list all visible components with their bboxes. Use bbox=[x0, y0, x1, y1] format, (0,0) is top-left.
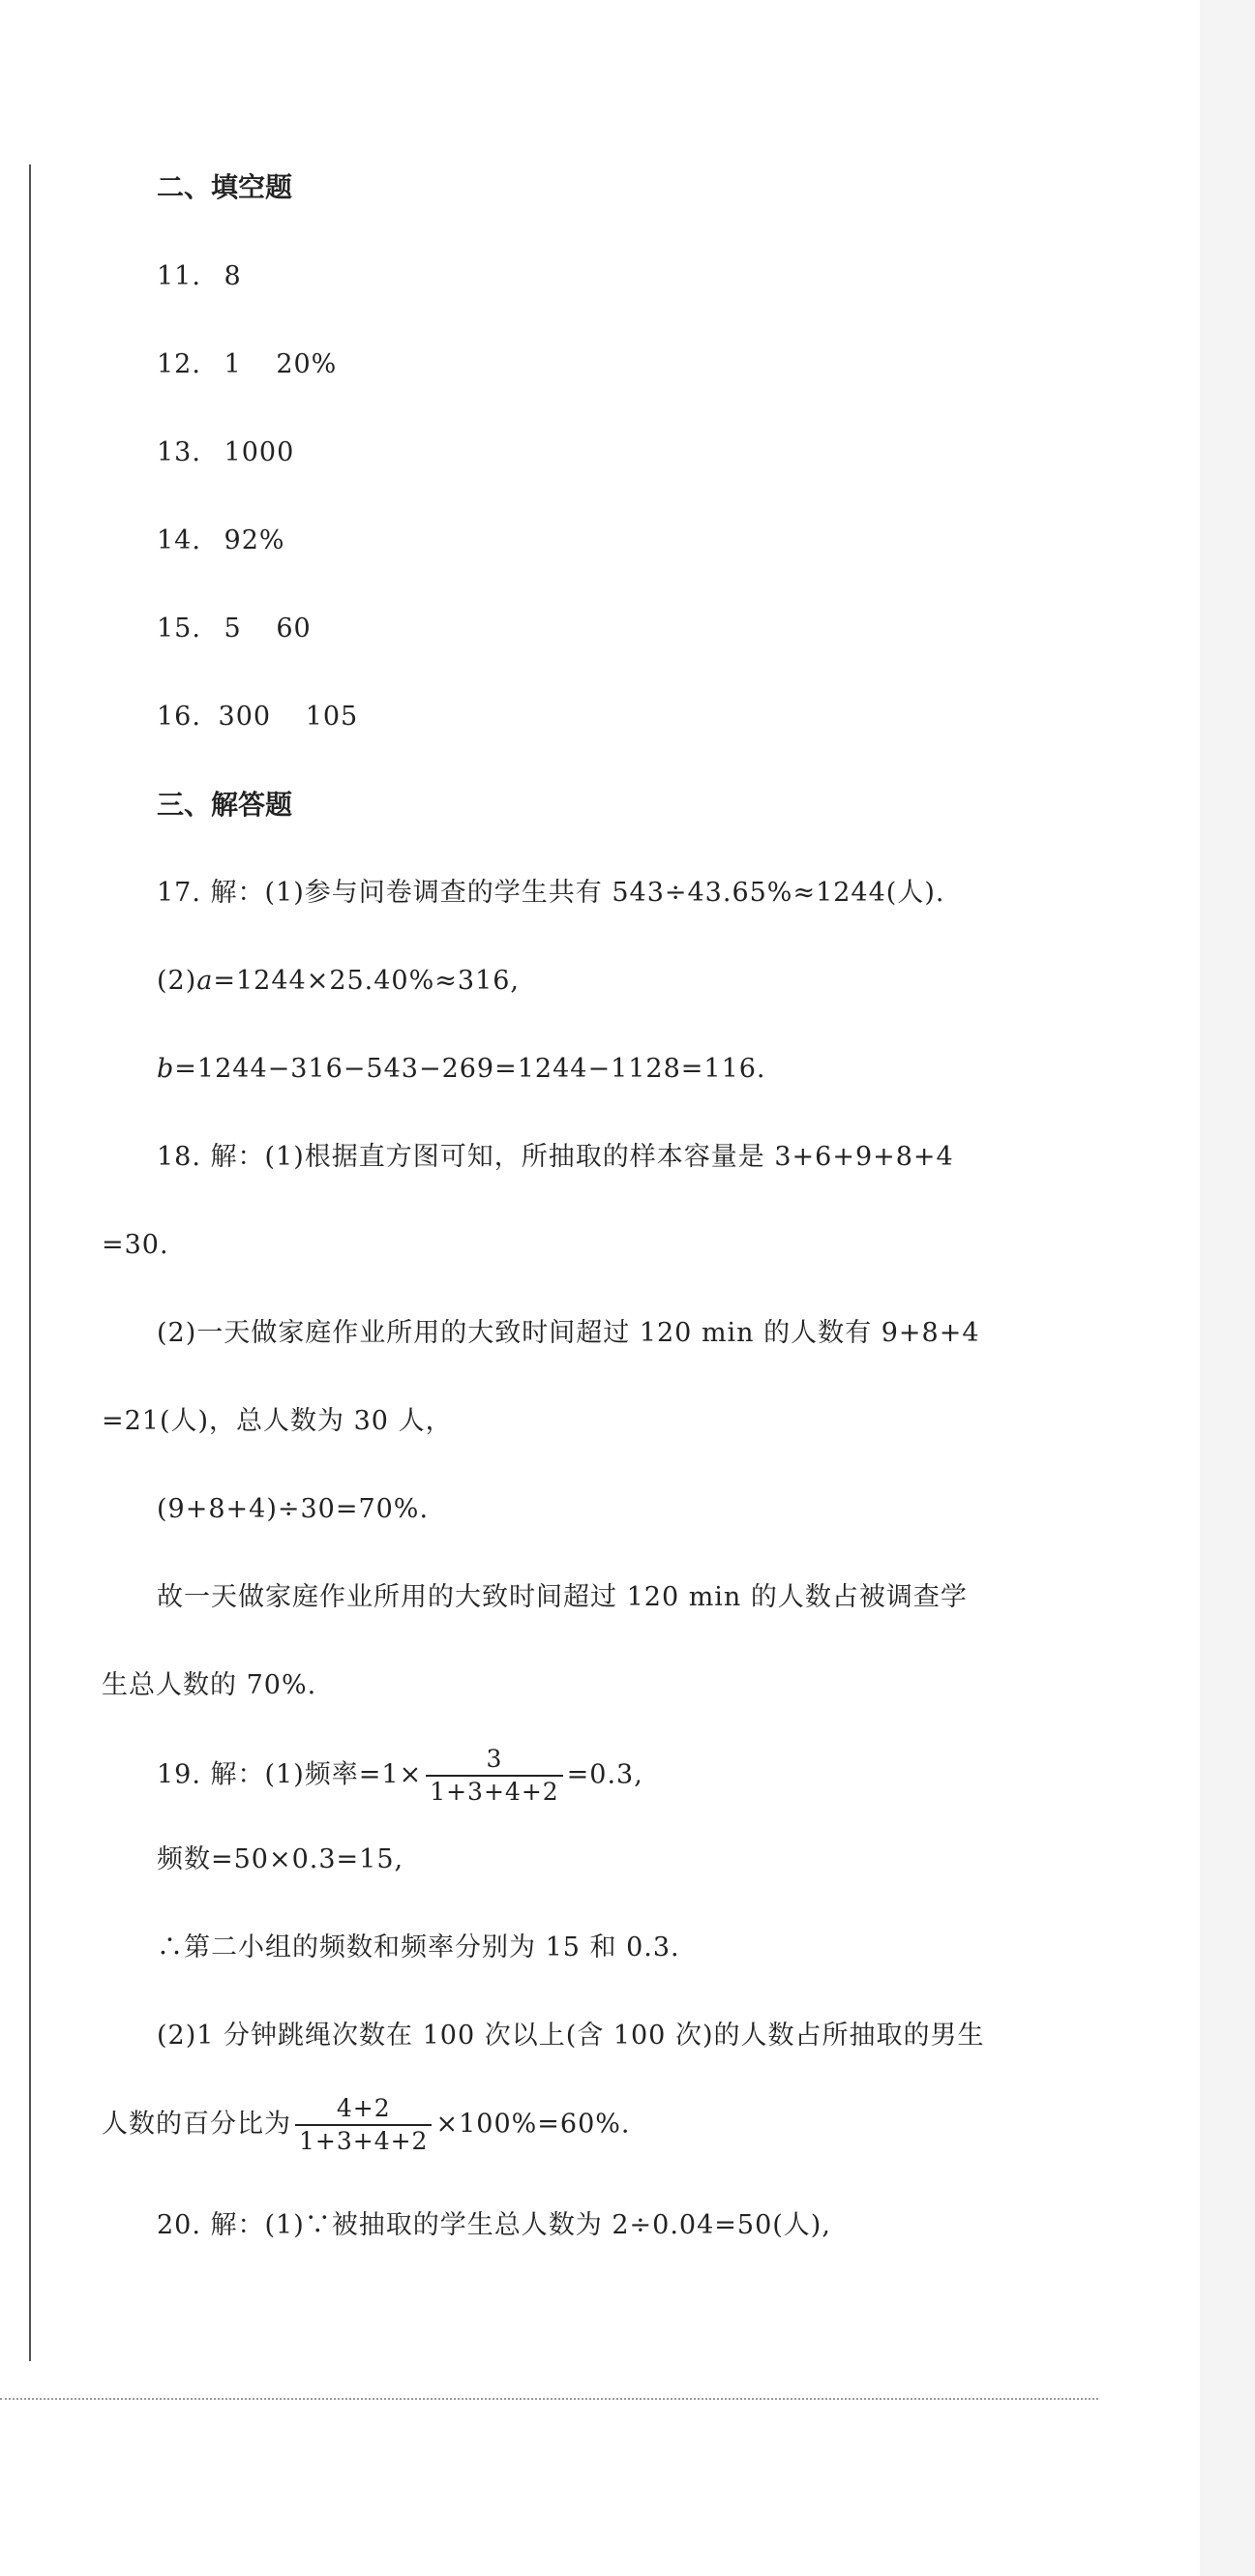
text: 人数的百分比为 bbox=[102, 2109, 291, 2140]
q20-line1: 20. 解：(1)∵被抽取的学生总人数为 2÷0.04=50(人), bbox=[157, 2210, 831, 2240]
margin-rule bbox=[29, 165, 31, 2361]
q17-line2 bbox=[157, 964, 520, 999]
answer-number: 12. bbox=[157, 349, 201, 379]
answer-value-2: 105 bbox=[305, 702, 359, 732]
text: ×100%=60%. bbox=[435, 2109, 631, 2140]
fraction-numerator: 3 bbox=[426, 1744, 562, 1777]
q19-line1 bbox=[157, 1744, 643, 1808]
fraction bbox=[295, 2093, 432, 2157]
q18-line6: 故一天做家庭作业所用的大致时间超过 120 min 的人数占被调查学 bbox=[157, 1582, 968, 1612]
text: =0.3, bbox=[566, 1759, 643, 1790]
q18-line1: 18. 解：(1)根据直方图可知，所抽取的样本容量是 3+6+9+8+4 bbox=[157, 1142, 954, 1172]
q18-line3: (2)一天做家庭作业所用的大致时间超过 120 min 的人数有 9+8+4 bbox=[157, 1318, 980, 1348]
answer-value: 1 bbox=[224, 349, 242, 379]
fraction-denominator: 1+3+4+2 bbox=[430, 1778, 559, 1806]
answer-number: 15. bbox=[157, 614, 201, 644]
text: 19. 解：(1)频率=1× bbox=[157, 1759, 423, 1790]
text: (2) bbox=[157, 966, 197, 996]
answer-11 bbox=[157, 259, 242, 294]
q18-line5: (9+8+4)÷30=70%. bbox=[157, 1494, 430, 1524]
answer-14 bbox=[157, 524, 285, 558]
answer-value-2: 60 bbox=[276, 614, 312, 644]
q19-line5 bbox=[102, 2093, 631, 2157]
answer-number: 14. bbox=[157, 525, 201, 555]
fraction-denominator: 1+3+4+2 bbox=[299, 2127, 429, 2155]
text: =1244×25.40%≈316, bbox=[213, 966, 521, 996]
q18-line2: =30. bbox=[102, 1230, 169, 1260]
q19-line4: (2)1 分钟跳绳次数在 100 次以上(含 100 次)的人数占所抽取的男生 bbox=[157, 2021, 985, 2051]
answer-value-2: 20% bbox=[276, 349, 338, 379]
page-edge-shadow bbox=[1200, 0, 1255, 2576]
q17-line1: 17. 解：(1)参与问卷调查的学生共有 543÷43.65%≈1244(人). bbox=[157, 878, 945, 908]
answer-value: 8 bbox=[224, 261, 242, 291]
dotted-separator bbox=[0, 2398, 1098, 2400]
q18-line7: 生总人数的 70%. bbox=[102, 1670, 317, 1700]
answer-number: 11. bbox=[157, 261, 201, 291]
section-heading-answer: 三、解答题 bbox=[157, 789, 293, 821]
q19-line3: ∴第二小组的频数和频率分别为 15 和 0.3. bbox=[157, 1932, 680, 1962]
answer-value: 1000 bbox=[224, 437, 295, 467]
q18-line4: =21(人)，总人数为 30 人， bbox=[102, 1406, 453, 1436]
answer-number: 13. bbox=[157, 437, 201, 467]
variable-b: b bbox=[157, 1054, 175, 1084]
variable-a: a bbox=[196, 966, 214, 996]
answer-15 bbox=[157, 612, 312, 646]
answer-13 bbox=[157, 435, 294, 470]
answer-value: 5 bbox=[224, 614, 242, 644]
fraction-numerator: 4+2 bbox=[295, 2093, 432, 2126]
answer-value: 300 bbox=[218, 702, 272, 732]
answer-value: 92% bbox=[224, 525, 285, 555]
answer-12 bbox=[157, 347, 337, 382]
q19-line2: 频数=50×0.3=15, bbox=[157, 1844, 404, 1874]
answer-number: 16. bbox=[157, 702, 201, 732]
section-heading-fill-blank: 二、填空题 bbox=[157, 171, 293, 203]
answer-16 bbox=[157, 700, 358, 734]
q17-line3 bbox=[157, 1052, 766, 1087]
fraction bbox=[426, 1744, 562, 1808]
text: =1244−316−543−269=1244−1128=116. bbox=[174, 1054, 766, 1084]
